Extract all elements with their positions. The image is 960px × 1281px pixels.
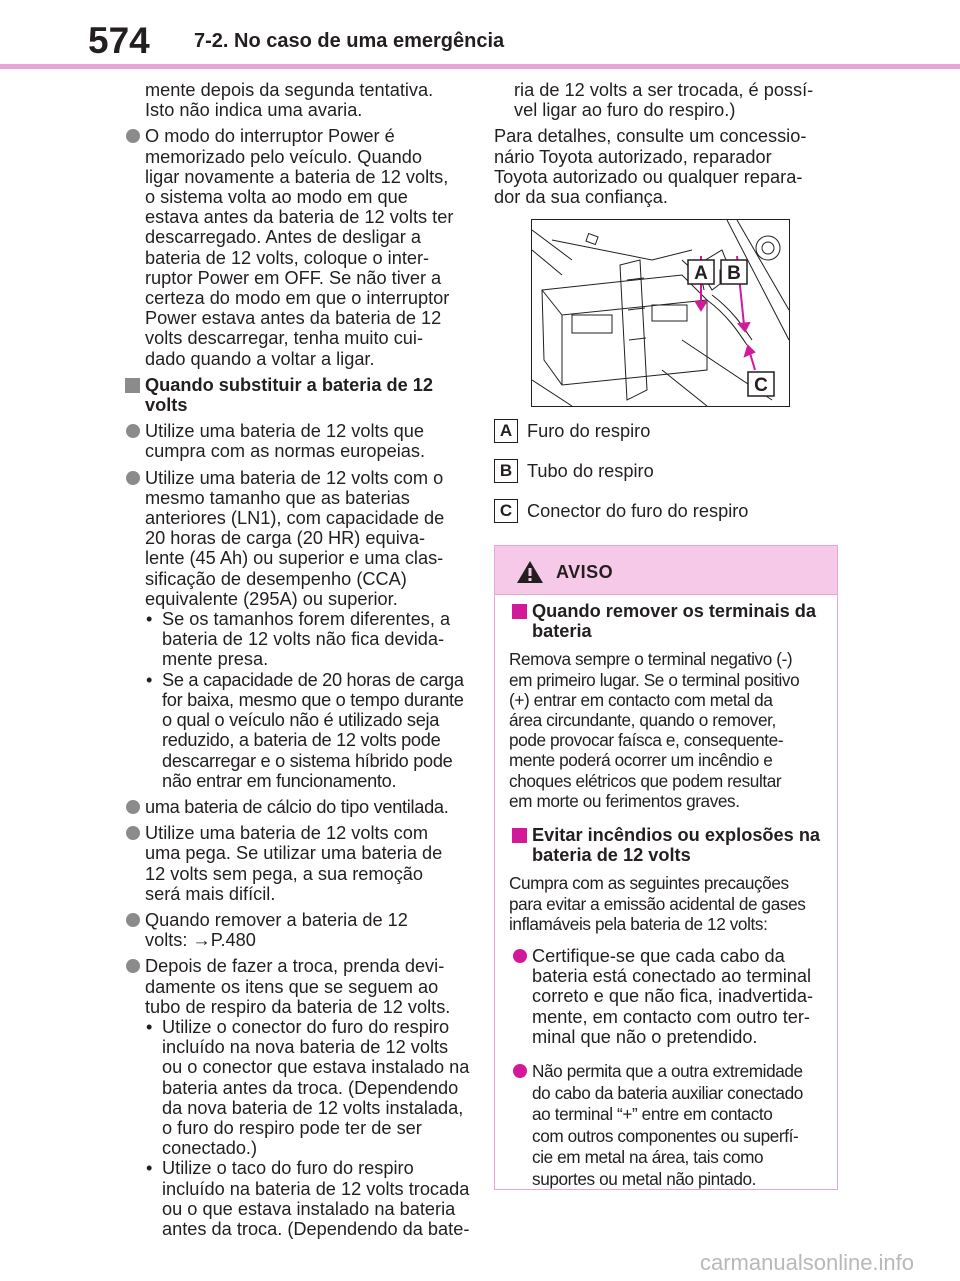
text-line: Utilize uma bateria de 12 volts com o xyxy=(145,467,444,488)
text-line: Se os tamanhos forem diferentes, a xyxy=(162,609,451,630)
text-line: O modo do interruptor Power é xyxy=(145,126,395,147)
sub-bullet-icon: • xyxy=(146,1016,153,1037)
text-line: equivalente (295A) ou superior. xyxy=(145,588,398,609)
legend-key-a: A xyxy=(494,419,518,443)
text-line: Utilize o taco do furo do respiro xyxy=(162,1158,414,1179)
text-line: Se a capacidade de 20 horas de carga xyxy=(162,669,464,690)
watermark: carmanualsonline.info xyxy=(700,1250,915,1275)
bullet-icon xyxy=(126,959,140,973)
text-line: lente (45 Ah) ou superior e uma clas- xyxy=(145,548,444,569)
text-line: em primeiro lugar. Se o terminal positivo xyxy=(509,669,800,690)
text-line: volts: →P.480 xyxy=(145,930,256,951)
text-line: em morte ou ferimentos graves. xyxy=(509,790,740,811)
bullet-text xyxy=(145,421,472,461)
text-line: uma bateria de cálcio do tipo ventilada. xyxy=(145,796,449,817)
bullet-remove xyxy=(122,910,472,950)
text-line: Quando remover os terminais da xyxy=(532,601,817,621)
text-line: incluído na nova bateria de 12 volts xyxy=(162,1037,449,1058)
text-line: não entrar em funcionamento. xyxy=(162,770,397,791)
legend-text-c: Conector do furo do respiro xyxy=(527,501,749,521)
bullet-text xyxy=(145,126,472,368)
text-line: com outros componentes ou superfí- xyxy=(532,1125,799,1146)
sub-item-size xyxy=(122,609,472,670)
text-line: sificação de desempenho (CCA) xyxy=(145,568,407,589)
header-rule xyxy=(0,64,960,69)
legend-text-a: Furo do respiro xyxy=(527,421,651,441)
text-line: inflamáveis pela bateria de 12 volts: xyxy=(509,913,768,934)
bullet-handle xyxy=(122,823,472,904)
text-line: vel ligar ao furo do respiro.) xyxy=(514,100,736,121)
text-line: descarregar e o sistema híbrido pode xyxy=(162,750,453,771)
text-line: memorizado pelo veículo. Quando xyxy=(145,146,423,167)
text-line: reduzido, a bateria de 12 volts pode xyxy=(162,730,441,751)
bullet-icon xyxy=(513,949,527,963)
text-line: ao terminal “+” entre em contacto xyxy=(532,1104,773,1125)
legend-key-b: B xyxy=(494,459,518,483)
text-line: anteriores (LN1), com capacidade de xyxy=(145,508,445,529)
section-title: 7-2. No caso de uma emergência xyxy=(194,30,505,52)
sub-text xyxy=(162,609,472,670)
bullet-text xyxy=(532,1061,823,1190)
text-line: mente, em contacto com outro ter- xyxy=(532,1006,810,1027)
text-line: bateria xyxy=(532,621,592,642)
warning-triangle-icon xyxy=(516,560,544,584)
text-line: mente depois da segunda tentativa. xyxy=(145,80,434,100)
text-line: Certifique-se que cada cabo da xyxy=(532,946,785,967)
bullet-power-mode xyxy=(122,126,472,368)
text-line: Isto não indica uma avaria. xyxy=(145,100,363,121)
sub-text xyxy=(162,1017,472,1158)
battery-illustration xyxy=(532,220,789,406)
sub-item-capacity xyxy=(122,670,472,791)
sub-text xyxy=(162,1158,472,1239)
text-line: ligar novamente a bateria de 12 volts, xyxy=(145,166,449,187)
square-heading-icon xyxy=(125,378,140,393)
sub-bullet-icon: • xyxy=(146,669,153,690)
left-column xyxy=(122,80,472,1239)
warning-paragraph-terminals xyxy=(509,649,823,811)
right-column xyxy=(494,80,834,207)
text-line: suportes ou metal não pintado. xyxy=(532,1168,757,1189)
text-line: Evitar incêndios ou explosões na xyxy=(532,825,821,846)
text-line: conectado.) xyxy=(162,1138,258,1159)
figure-label-a xyxy=(688,260,714,284)
continued-paragraph xyxy=(122,80,472,120)
warning-heading-terminals xyxy=(509,601,823,641)
text-line: o sistema volta ao modo em que xyxy=(145,187,408,208)
text-line: dado quando a voltar a ligar. xyxy=(145,348,375,369)
figure-label-b xyxy=(721,260,747,284)
warning-title: AVISO xyxy=(556,562,614,582)
page-number: 574 xyxy=(88,20,150,61)
warning-heading-fire xyxy=(509,825,823,865)
text-line: Utilize uma bateria de 12 volts com xyxy=(145,823,429,844)
text-line: mente presa. xyxy=(162,649,269,670)
text-line: Utilize uma bateria de 12 volts que xyxy=(145,421,425,442)
text-line: incluído na bateria de 12 volts trocada xyxy=(162,1178,470,1199)
heading-text xyxy=(532,601,823,641)
text-line: Remova sempre o terminal negativo (-) xyxy=(509,649,793,670)
legend-key-c: C xyxy=(494,499,518,523)
figure-label-c xyxy=(748,372,774,396)
text-line: ou o que estava instalado na bateria xyxy=(162,1198,456,1219)
details-paragraph xyxy=(494,126,834,207)
text-line: da nova bateria de 12 volts instalada, xyxy=(162,1097,464,1118)
text-line: 20 horas de carga (20 HR) equiva- xyxy=(145,528,426,549)
text-line: o qual o veículo não é utilizado seja xyxy=(162,710,440,731)
text-line: ria de 12 volts a ser trocada, é possí- xyxy=(514,80,814,100)
bullet-same-size xyxy=(122,468,472,609)
svg-text:A: A xyxy=(694,263,708,284)
text-line: Power estava antes da bateria de 12 xyxy=(145,308,442,329)
sub-bullet-icon: • xyxy=(146,609,153,630)
bullet-icon xyxy=(126,913,140,927)
heading-text xyxy=(532,825,823,865)
text-line: choques elétricos que podem resultar xyxy=(509,770,782,791)
warning-bullet-cables xyxy=(509,946,823,1047)
bullet-icon xyxy=(126,424,140,438)
text-line: tubo de respiro da bateria de 12 volts. xyxy=(145,996,451,1017)
text-line: para evitar a emissão acidental de gases xyxy=(509,893,806,914)
battery-vent-figure xyxy=(531,219,790,407)
text-line: cie em metal na área, tais como xyxy=(532,1147,764,1168)
sub-text xyxy=(162,670,472,791)
text-line: Quando substituir a bateria de 12 xyxy=(145,374,434,395)
warning-header xyxy=(495,546,837,595)
text-line: Toyota autorizado ou qualquer repara- xyxy=(494,166,803,187)
svg-text:B: B xyxy=(727,263,741,284)
page-header xyxy=(0,0,960,70)
warning-body xyxy=(495,595,837,1190)
text-line: ou o conector que estava instalado na xyxy=(162,1057,470,1078)
bullet-icon xyxy=(126,129,140,143)
text-line: (+) entrar em contacto com metal da xyxy=(509,689,773,710)
bullet-calcium xyxy=(122,797,472,817)
text-line: bateria de 12 volts não fica devida- xyxy=(162,629,445,650)
bullet-text xyxy=(145,956,472,1017)
bullet-text xyxy=(145,823,472,904)
text-line: Para detalhes, consulte um concessio- xyxy=(494,126,807,147)
square-heading-icon xyxy=(512,604,527,619)
text-line: volts xyxy=(145,395,188,416)
text-line: o furo do respiro pode ter de ser xyxy=(162,1117,422,1138)
text-line: bateria de 12 volts, coloque o inter- xyxy=(145,247,430,268)
bullet-icon xyxy=(126,471,140,485)
text-line: bateria de 12 volts xyxy=(532,845,691,866)
bullet-text xyxy=(145,910,472,950)
bullet-text xyxy=(145,468,472,609)
text-line: mente poderá ocorrer um incêndio e xyxy=(509,750,773,771)
text-line: ruptor Power em OFF. Se não tiver a xyxy=(145,267,442,288)
text-line: cumpra com as normas europeias. xyxy=(145,441,426,462)
text-line: bateria antes da troca. (Dependendo xyxy=(162,1077,459,1098)
text-line: Cumpra com as seguintes precauções xyxy=(509,873,789,894)
bullet-after-replace xyxy=(122,956,472,1017)
text-line: 12 volts sem pega, a sua remoção xyxy=(145,863,424,884)
text-line: antes da troca. (Dependendo da bate- xyxy=(162,1218,470,1239)
text-line: certeza do modo em que o interruptor xyxy=(145,288,450,309)
text-line: damente os itens que se seguem ao xyxy=(145,976,439,997)
svg-text:C: C xyxy=(754,375,768,396)
sub-item-connector xyxy=(122,1017,472,1158)
text-line: bateria está conectado ao terminal xyxy=(532,966,812,987)
text-line: Quando remover a bateria de 12 xyxy=(145,909,408,930)
warning-bullet-booster xyxy=(509,1061,823,1190)
text-line: nário Toyota autorizado, reparador xyxy=(494,146,772,167)
warning-paragraph-fire xyxy=(509,873,823,934)
warning-box xyxy=(494,545,838,1190)
square-heading-icon xyxy=(512,828,527,843)
sub-item-plug xyxy=(122,1158,472,1239)
text-line: uma pega. Se utilizar uma bateria de xyxy=(145,843,443,864)
text-line: dor da sua confiança. xyxy=(494,187,668,208)
bullet-text xyxy=(145,797,472,817)
text-line: minal que não o pretendido. xyxy=(532,1026,758,1047)
text-line: correto e que não fica, inadvertida- xyxy=(532,986,814,1007)
text-line: volts descarregar, tenha muito cui- xyxy=(145,328,423,349)
text-line: mesmo tamanho que as baterias xyxy=(145,487,410,508)
heading-replace-battery xyxy=(122,375,472,415)
text-line: do cabo da bateria auxiliar conectado xyxy=(532,1082,803,1103)
text-line: descarregado. Antes de desligar a xyxy=(145,227,422,248)
bullet-icon xyxy=(513,1064,527,1078)
continued-sub-text xyxy=(494,80,834,120)
text-line: área circundante, quando o remover, xyxy=(509,710,776,731)
text-line: pode provocar faísca e, consequente- xyxy=(509,730,784,751)
heading-text xyxy=(145,375,472,415)
bullet-icon xyxy=(126,800,140,814)
bullet-icon xyxy=(126,826,140,840)
bullet-european-norms xyxy=(122,421,472,461)
text-line: for baixa, mesmo que o tempo durante xyxy=(162,689,464,710)
text-line: será mais difícil. xyxy=(145,883,276,904)
text-line: Utilize o conector do furo do respiro xyxy=(162,1016,450,1037)
text-line: Não permita que a outra extremidade xyxy=(532,1061,803,1082)
text-line: estava antes da bateria de 12 volts ter xyxy=(145,207,454,228)
sub-bullet-icon: • xyxy=(146,1158,153,1179)
text-line: Depois de fazer a troca, prenda devi- xyxy=(145,956,445,977)
bullet-text xyxy=(532,946,823,1047)
legend-text-b: Tubo do respiro xyxy=(527,461,654,481)
